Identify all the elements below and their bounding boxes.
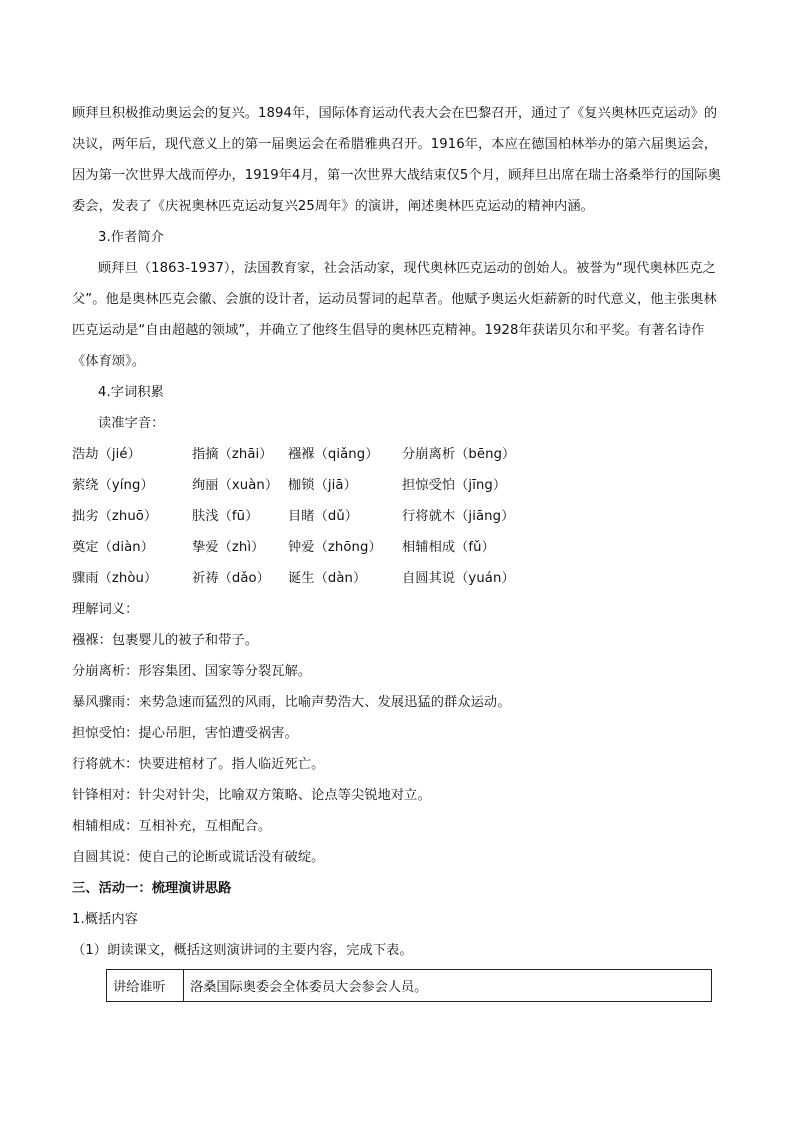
definition-item: 相辅相成：互相补充，互相配合。 xyxy=(72,819,272,834)
section-heading: 三、活动一：梳理演讲思路 xyxy=(72,881,232,896)
pronunciation-item: 自圆其说（yuán） xyxy=(402,571,515,586)
pronunciation-row xyxy=(72,470,722,501)
pronunciation-item: 浩劫（jié） xyxy=(72,447,141,462)
definition-item: 行将就木：快要进棺材了。指人临近死亡。 xyxy=(72,757,325,772)
pronunciation-item: 拙劣（zhuō） xyxy=(72,509,158,524)
summary-heading: 1.概括内容 xyxy=(72,912,138,927)
pronunciation-item: 萦绕（yíng） xyxy=(72,478,154,493)
pronunciation-item: 枷锁（jiā） xyxy=(288,478,357,493)
meaning-heading: 理解词义： xyxy=(72,602,139,617)
pronunciation-item: 行将就木（jiāng） xyxy=(402,509,515,524)
pronunciation-item: 指摘（zhāi） xyxy=(192,447,273,462)
pronunciation-item: 担惊受怕（jīng） xyxy=(402,478,507,493)
pronunciation-row xyxy=(72,501,722,532)
history-paragraph: 顾拜旦积极推动奥运会的复兴。1894年，国际体育运动代表大会在巴黎召开，通过了《复兴奥林匹克运动》的决议，两年后，现代意义上的第一届奥运会在希腊雅典召开。1916年，本应在德国柏林举办的第六届奥运会，因为第一次世界大战而停办，1919年4月，第一次世界大战结束仅5个月，顾拜旦出席在瑞士洛桑举行的国际奥委会，发表了《庆祝奥林匹克运动复兴25周年》的演讲，阐述奥林匹克运动的精神内涵。 xyxy=(72,106,721,214)
pronunciation-item: 相辅相成（fǔ） xyxy=(402,540,495,555)
pronunciation-list xyxy=(72,439,722,594)
pronunciation-item: 骤雨（zhòu） xyxy=(72,571,158,586)
pronunciation-item: 目睹（dǔ） xyxy=(288,509,359,524)
vocab-heading: 4.字词积累 xyxy=(98,385,164,400)
task-instruction: （1）朗读课文，概括这则演讲词的主要内容，完成下表。 xyxy=(72,943,413,958)
pronunciation-item: 诞生（dàn） xyxy=(288,571,367,586)
definition-item: 自圆其说：使自己的论断或谎话没有破绽。 xyxy=(72,850,325,865)
pronunciation-row xyxy=(72,532,722,563)
table-row-value: 洛桑国际奥委会全体委员大会参会人员。 xyxy=(184,970,712,1002)
pronunciation-item: 挚爱（zhì） xyxy=(192,540,265,555)
definition-item: 襁褓：包裹婴儿的被子和带子。 xyxy=(72,633,259,648)
pronunciation-item: 肤浅（fū） xyxy=(192,509,259,524)
pronunciation-item: 钟爱（zhōng） xyxy=(288,540,382,555)
table-row-label: 讲给谁听 xyxy=(107,970,184,1002)
definition-item: 担惊受怕：提心吊胆，害怕遭受祸害。 xyxy=(72,726,298,741)
pronunciation-row xyxy=(72,439,722,470)
author-heading: 3.作者简介 xyxy=(98,230,164,245)
author-paragraph: 顾拜旦（1863-1937），法国教育家，社会活动家，现代奥林匹克运动的创始人。被誉为“现代奥林匹克之父”。他是奥林匹克会徽、会旗的设计者，运动员誓词的起草者。他赋予奥运火炬薪新的时代意义，他主张奥林匹克运动是“自由超越的领域”，并确立了他终生倡导的奥林匹克精神。1928年获诺贝尔和平奖。有著名诗作《体育颂》。 xyxy=(72,261,717,369)
document-body xyxy=(72,98,722,966)
pronunciation-item: 绚丽（xuàn） xyxy=(192,478,279,493)
definition-item: 针锋相对：针尖对针尖，比喻双方策略、论点等尖锐地对立。 xyxy=(72,788,431,803)
pronunciation-row xyxy=(72,563,722,594)
summary-table xyxy=(106,969,712,1002)
definition-item: 分崩离析：形容集团、国家等分裂瓦解。 xyxy=(72,664,312,679)
table-row xyxy=(107,970,712,1002)
pronunciation-item: 奠定（diàn） xyxy=(72,540,155,555)
pronunciation-item: 分崩离析（bēng） xyxy=(402,447,516,462)
pronunciation-item: 祈祷（dǎo） xyxy=(192,571,270,586)
pronounce-heading: 读准字音： xyxy=(98,416,165,431)
pronunciation-item: 襁褓（qiǎng） xyxy=(288,447,379,462)
definition-item: 暴风骤雨：来势急速而猛烈的风雨，比喻声势浩大、发展迅猛的群众运动。 xyxy=(72,695,511,710)
